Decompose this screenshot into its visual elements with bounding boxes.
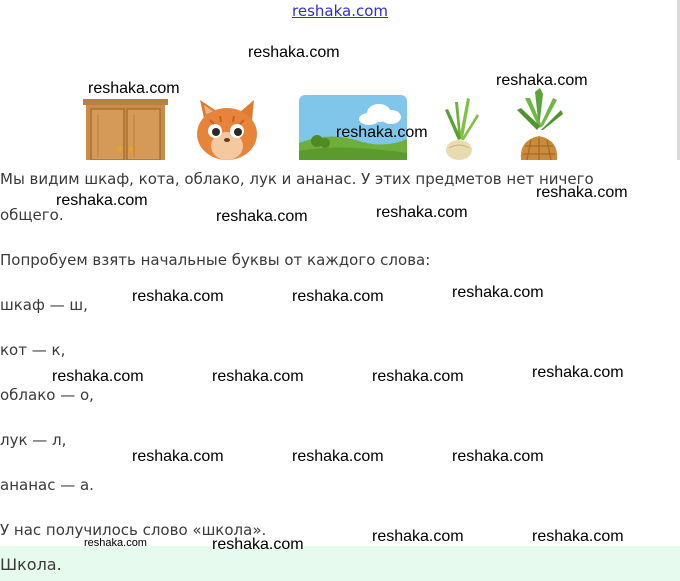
watermark: reshaka.com xyxy=(452,448,544,465)
watermark: reshaka.com xyxy=(52,368,144,385)
watermark: reshaka.com xyxy=(496,72,588,89)
watermark: reshaka.com xyxy=(532,364,624,381)
watermark: reshaka.com xyxy=(292,448,384,465)
intro-line-2: общего. xyxy=(0,206,64,224)
watermark: reshaka.com xyxy=(372,528,464,545)
watermark: reshaka.com xyxy=(336,124,428,141)
watermark: reshaka.com xyxy=(132,288,224,305)
watermark: reshaka.com xyxy=(376,204,468,221)
list-item-oblako: облако — о, xyxy=(0,386,94,404)
watermark: reshaka.com xyxy=(292,288,384,305)
watermark: reshaka.com xyxy=(88,80,180,97)
watermark: reshaka.com xyxy=(212,536,304,553)
list-item-shkaf: шкаф — ш, xyxy=(0,296,88,314)
watermark: reshaka.com xyxy=(216,208,308,225)
list-item-ananas: ананас — а. xyxy=(0,476,94,494)
wardrobe-icon xyxy=(83,99,168,160)
watermark: reshaka.com xyxy=(248,44,340,61)
onion-icon xyxy=(437,96,482,160)
watermark: reshaka.com xyxy=(452,284,544,301)
watermark: reshaka.com xyxy=(84,537,147,549)
try-letters-text: Попробуем взять начальные буквы от каждого слова: xyxy=(0,251,431,269)
cat-icon xyxy=(190,98,260,160)
answer-text: Школа. xyxy=(0,555,62,574)
watermark: reshaka.com xyxy=(132,448,224,465)
watermark: reshaka.com xyxy=(212,368,304,385)
pineapple-icon xyxy=(513,88,565,160)
list-item-luk: лук — л, xyxy=(0,431,67,449)
result-text: У нас получилось слово «школа». xyxy=(0,521,267,539)
list-item-kot: кот — к, xyxy=(0,341,66,359)
watermark: reshaka.com xyxy=(56,192,148,209)
watermark: reshaka.com xyxy=(536,184,628,201)
answer-box xyxy=(0,546,680,581)
watermark: reshaka.com xyxy=(532,528,624,545)
site-link[interactable]: reshaka.com xyxy=(292,2,388,20)
watermark: reshaka.com xyxy=(372,368,464,385)
intro-line-1: Мы видим шкаф, кота, облако, лук и ананас. У этих предметов нет ничего xyxy=(0,170,594,188)
